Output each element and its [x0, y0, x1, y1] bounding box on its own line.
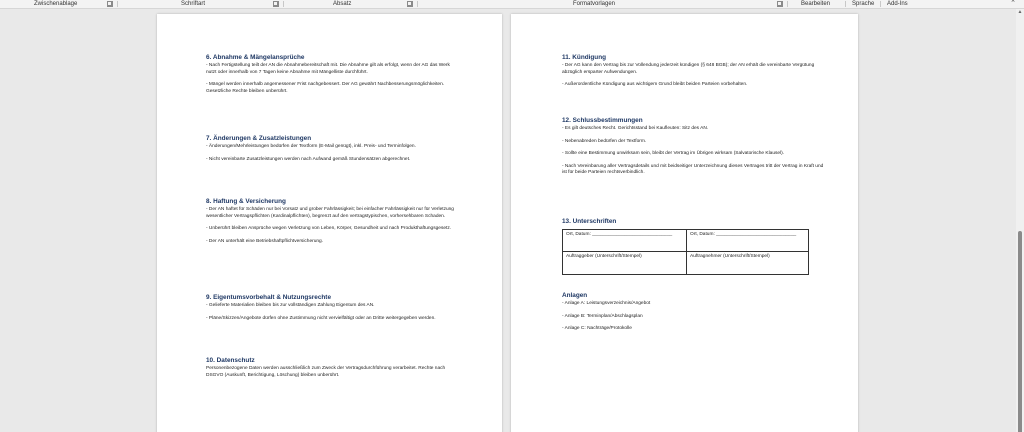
- paragraph: - Gelieferte Materialien bleiben bis zur vollständigen Zahlung Eigentum des AN.: [206, 303, 375, 308]
- paragraph: - Nebenabreden bedürfen der Textform.: [562, 138, 647, 144]
- document-page-left[interactable]: [157, 14, 502, 432]
- section-heading: 10. Datenschutz: [206, 357, 255, 364]
- place-date-contractor: Ort, Datum: ______________________________: [690, 232, 797, 237]
- list-item: - Anlage C: Nachträge/Protokolle: [562, 326, 632, 332]
- paragraph: Personenbezogene Daten werden ausschließlich zum Zweck der Vertragsdurchführung verarbeitet. Rechte nach DSGVO (Auskunft, Berichtigung, Löschung) bleiben unberührt.: [206, 366, 446, 378]
- section-final-provisions: [562, 117, 824, 177]
- list-item: - Anlage A: Leistungsverzeichnis/Angebot: [562, 301, 651, 306]
- section-signatures: [562, 218, 824, 226]
- ribbon-separator: [845, 1, 846, 7]
- paragraph: - Nach Vereinbarung aller Vertragsdetails und mit beidseitiger Unterzeichnung dieses Vertrages tritt der Vertrag in Kraft und ist für beide Parteien rechtsverbindlich.: [562, 163, 824, 176]
- section-data-protection: [206, 357, 461, 379]
- client-signature-label: Auftraggeber (Unterschrift/Stempel): [566, 254, 642, 259]
- paragraph-dialog-launcher-icon[interactable]: [407, 1, 413, 7]
- paragraph: - Sollte eine Bestimmung unwirksam sein, bleibt der Vertrag im Übrigen wirksam (Salvatorische Klausel).: [562, 151, 785, 157]
- ribbon-separator: [117, 1, 118, 7]
- section-heading: Anlagen: [562, 292, 588, 299]
- paragraph: - Außerordentliche Kündigung aus wichtigem Grund bleibt beiden Parteien vorbehalten.: [562, 82, 748, 88]
- paragraph: - Nicht vereinbarte Zusatzleistungen werden nach Aufwand gemäß Stundensätzen abgerechnet.: [206, 156, 411, 162]
- paragraph: - Mängel werden innerhalb angemessener Frist nachgebessert. Der AG gewährt Nachbesserungsmöglichkeiten. Gesetzliche Rechte bleiben unberührt.: [206, 82, 445, 94]
- signature-table: [562, 229, 809, 275]
- paragraph: - Pläne/Skizzen/Angebote dürfen ohne Zustimmung nicht vervielfältigt oder an Dritte weitergegeben werden.: [206, 315, 436, 321]
- ribbon-separator: [417, 1, 418, 7]
- ribbon-group-paragraph: Absatz: [333, 1, 352, 7]
- ribbon-group-clipboard: Zwischenablage: [34, 1, 78, 7]
- section-heading: 9. Eigentumsvorbehalt & Nutzungsrechte: [206, 294, 331, 301]
- section-heading: 13. Unterschriften: [562, 218, 617, 225]
- styles-dialog-launcher-icon[interactable]: [777, 1, 783, 7]
- ribbon-separator: [787, 1, 788, 7]
- paragraph: - Der AN unterhält eine Betriebshaftpflichtversicherung.: [206, 238, 324, 244]
- section-attachments: [562, 292, 824, 333]
- collapse-ribbon-icon[interactable]: ⌃: [1010, 0, 1016, 7]
- ribbon-group-editing: Bearbeiten: [801, 1, 831, 7]
- paragraph: - Der AG kann den Vertrag bis zur Vollendung jederzeit kündigen (§ 648 BGB); der AN erhält die vereinbarte Vergütung abzüglich ersparter Aufwendungen.: [562, 63, 815, 75]
- list-item: - Anlage B: Terminplan/Abschlagsplan: [562, 313, 643, 319]
- section-heading: 6. Abnahme & Mängelansprüche: [206, 54, 305, 61]
- section-changes: [206, 135, 461, 163]
- ribbon-separator: [880, 1, 881, 7]
- paragraph: - Änderungen/Mehrleistungen bedürfen der Textform (E-Mail genügt), inkl. Preis- und Terminfolgen.: [206, 144, 416, 149]
- document-page-right[interactable]: [511, 14, 858, 432]
- section-termination: [562, 54, 824, 89]
- ribbon-group-font: Schriftart: [181, 1, 206, 7]
- place-date-client: Ort, Datum: ______________________________: [566, 232, 673, 237]
- ribbon-group-styles: Formatvorlagen: [573, 1, 616, 7]
- ribbon-group-bar: [0, 0, 1024, 9]
- ribbon-separator: [283, 1, 284, 7]
- contractor-signature-label: Auftragnehmer (Unterschrift/Stempel): [690, 254, 770, 259]
- ribbon-group-addins: Add-Ins: [887, 1, 908, 7]
- font-dialog-launcher-icon[interactable]: [273, 1, 279, 7]
- scroll-thumb[interactable]: [1018, 231, 1022, 432]
- section-liability: [206, 198, 461, 245]
- section-heading: 12. Schlussbestimmungen: [562, 117, 643, 124]
- section-heading: 8. Haftung & Versicherung: [206, 198, 286, 205]
- section-acceptance: [206, 54, 461, 95]
- paragraph: - Nach Fertigstellung teilt der AN die Abnahmebereitschaft mit. Die Abnahme gilt als erfolgt, wenn der AG das Werk nutzt oder innerhalb von 7 Tagen keine Abnahme mit Mängelliste durchführt.: [206, 63, 450, 75]
- paragraph: - Der AN haftet für Schäden nur bei Vorsatz und grober Fahrlässigkeit; bei einfacher Fahrlässigkeit nur für Verletzung wesentlicher Vertragspflichten (Kardinalpflichten), begrenzt auf den vertragstypischen, vorhersehbaren Schaden.: [206, 207, 454, 219]
- scroll-up-icon[interactable]: ▲: [1017, 9, 1023, 15]
- section-heading: 11. Kündigung: [562, 54, 607, 61]
- paragraph: - Unberührt bleiben Ansprüche wegen Verletzung von Leben, Körper, Gesundheit und nach Produkthaftungsgesetz.: [206, 226, 452, 232]
- vertical-scrollbar[interactable]: [1016, 9, 1024, 432]
- section-ownership: [206, 294, 461, 322]
- clipboard-dialog-launcher-icon[interactable]: [107, 1, 113, 7]
- section-heading: 7. Änderungen & Zusatzleistungen: [206, 135, 312, 142]
- paragraph: - Es gilt deutsches Recht. Gerichtsstand bei Kaufleuten: Sitz des AN.: [562, 126, 709, 131]
- ribbon-group-language: Sprache: [852, 1, 875, 7]
